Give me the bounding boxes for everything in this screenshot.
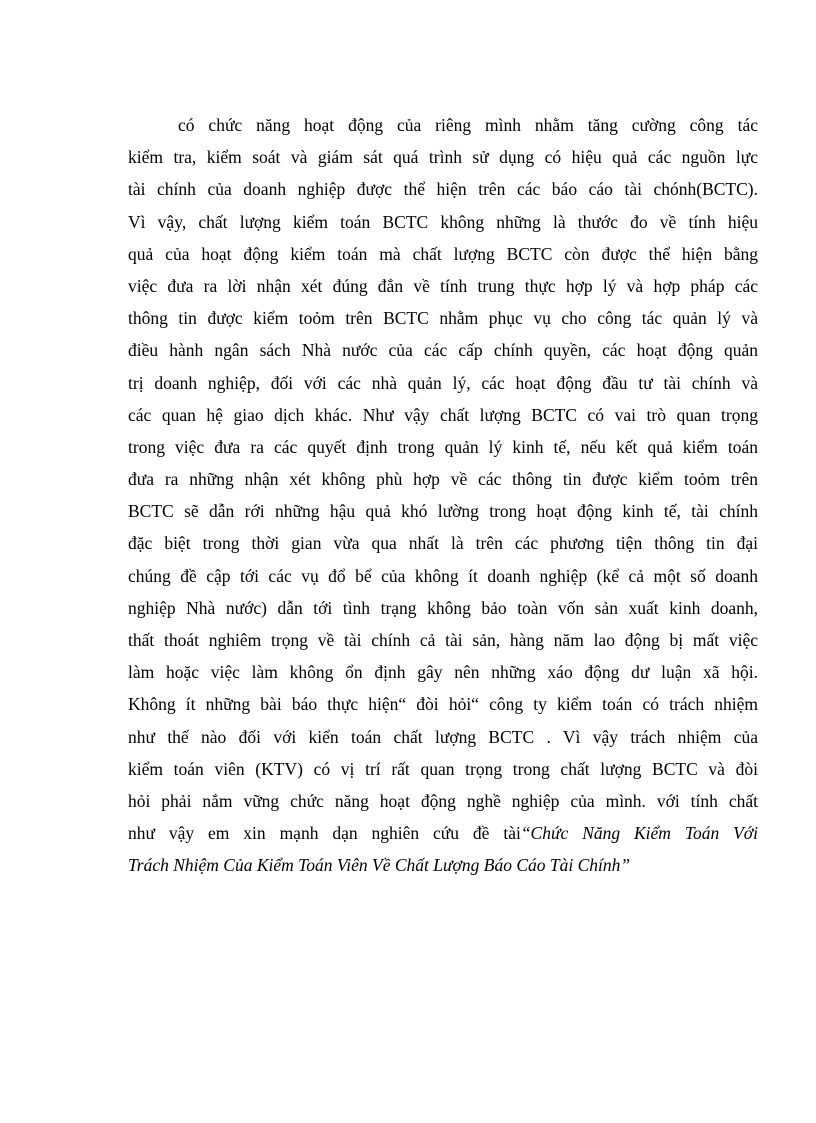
text-line: kiểm tra, kiểm soát và giám sát quá trình sử dụng có hiệu quả các nguồn lực	[128, 147, 758, 168]
text-line: kiểm toán viên (KTV) có vị trí rất quan trọng trong chất lượng BCTC và đòi	[128, 758, 758, 779]
text-line: đưa ra những nhận xét không phù hợp về các thông tin được kiểm toỏm trên	[128, 469, 758, 490]
text-line: tài chính của doanh nghiệp được thể hiện trên các báo cáo tài chónh(BCTC).	[128, 179, 758, 200]
text-line: điều hành ngân sách Nhà nước của các cấp chính quyền, các hoạt động quản	[128, 340, 758, 361]
topic-intro-text: như vậy em xin mạnh dạn nghiên cứu đề tài	[128, 823, 521, 844]
text-line: hỏi phải nắm vững chức năng hoạt động nghề nghiệp của mình. với tính chất	[128, 790, 758, 811]
text-line: trị doanh nghiệp, đối với các nhà quản lý, các hoạt động đầu tư tài chính và	[128, 372, 758, 393]
text-line: chúng đề cập tới các vụ đổ bể của không ít doanh nghiệp (kể cả một số doanh	[128, 565, 758, 586]
text-line: đặc biệt trong thời gian vừa qua nhất là trên các phương tiện thông tin đại	[128, 533, 758, 554]
text-line: BCTC sẽ dẫn rới những hậu quả khó lường trong hoạt động kinh tế, tài chính	[128, 501, 758, 522]
text-line: quả của hoạt động kiểm toán mà chất lượng BCTC còn được thể hiện bằng	[128, 243, 758, 264]
text-line: có chức năng hoạt động của riêng mình nhằm tăng cường công tác	[178, 115, 758, 135]
text-line: như thế nào đối với kiển toán chất lượng BCTC . Vì vậy trách nhiệm của	[128, 726, 758, 747]
text-line: trong việc đưa ra các quyết định trong quản lý kinh tế, nếu kết quả kiểm toán	[128, 436, 758, 457]
topic-title-part-1: “Chức Năng Kiểm Toán Với	[520, 823, 758, 844]
text-line: thông tin được kiểm toỏm trên BCTC nhằm phục vụ cho công tác quản lý và	[128, 308, 758, 329]
text-line-topic	[128, 817, 758, 849]
text-line: việc đưa ra lời nhận xét đúng đắn về tính trung thực hợp lý và hợp pháp các	[128, 275, 758, 296]
text-line: làm hoặc việc làm không ổn định gây nên những xáo động dư luận xã hội.	[128, 662, 758, 683]
text-line: các quan hệ giao dịch khác. Như vậy chất lượng BCTC có vai trò quan trọng	[128, 404, 758, 425]
topic-title-part-2: Trách Nhiệm Của Kiểm Toán Viên Về Chất Lượng Báo Cáo Tài Chính”	[128, 855, 631, 876]
text-line: Không ít những bài báo thực hiện“ đòi hỏi“ công ty kiểm toán có trách nhiệm	[128, 694, 758, 715]
text-line: Vì vậy, chất lượng kiểm toán BCTC không những là thước đo về tính hiệu	[128, 211, 758, 232]
body-paragraph	[128, 109, 758, 882]
text-line: thất thoát nghiêm trọng về tài chính cả tài sản, hàng năm lao động bị mất việc	[128, 630, 758, 650]
text-line: nghiệp Nhà nước) dẫn tới tình trạng không bảo toàn vốn sản xuất kinh doanh,	[128, 597, 758, 618]
